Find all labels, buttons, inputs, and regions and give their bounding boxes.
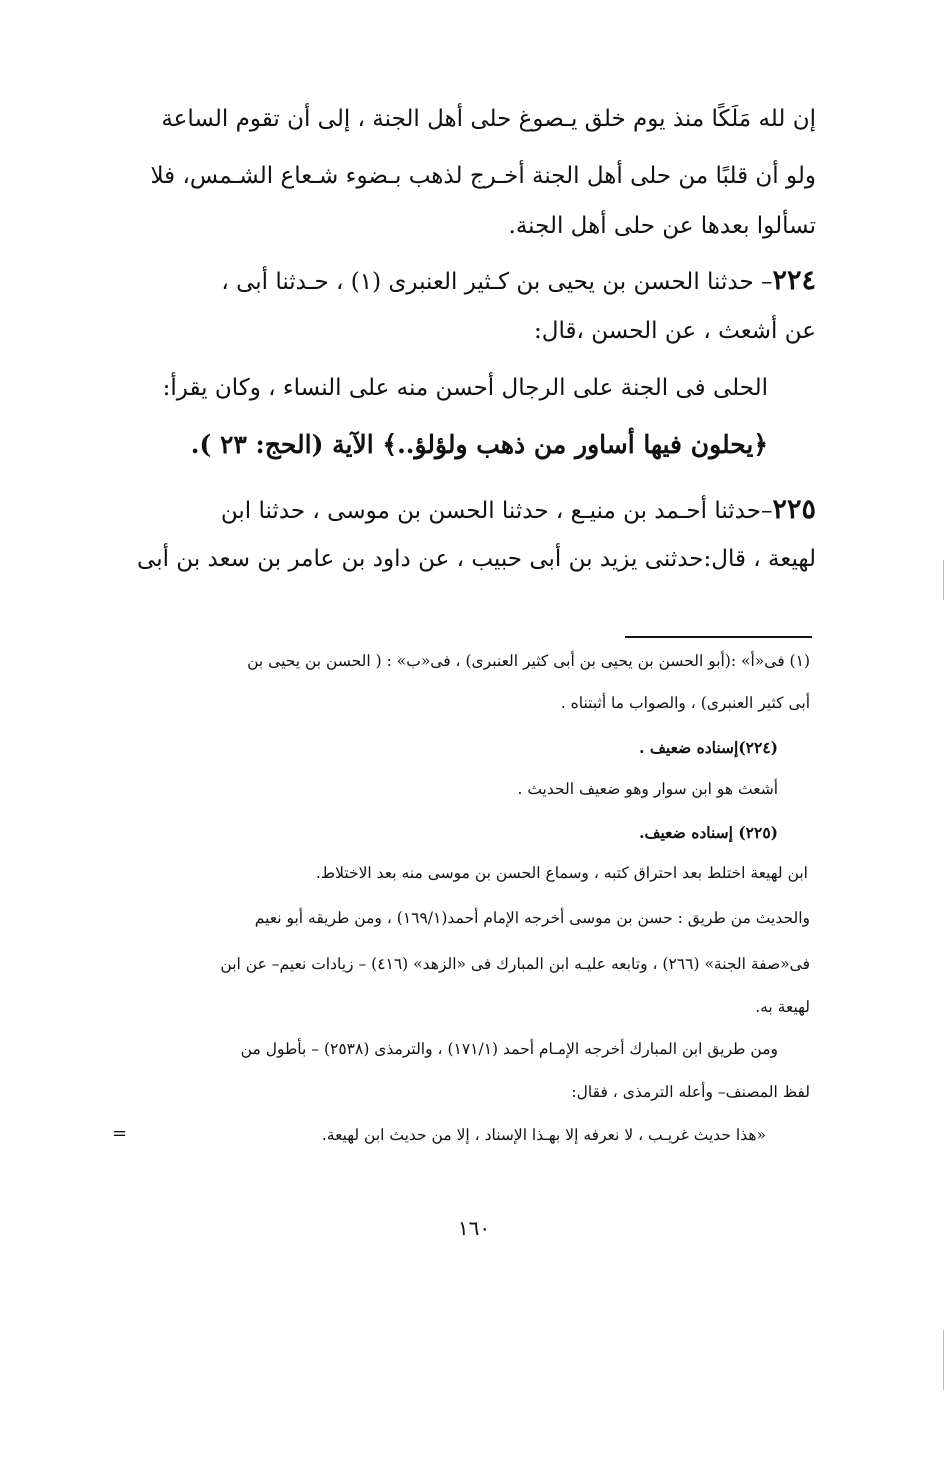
footnote-225-line-5: ومن طريق ابن المبارك أخرجه الإمـام أحمد (١٧١/١) ، والترمذى (٢٥٣٨) – بأطول من (240, 1040, 778, 1058)
hadith-224-line-3: الحلى فى الجنة على الرجال أحسن منه على النساء ، وكان يقرأ: (162, 375, 768, 401)
footnote-225-line-6: لفظ المصنف– وأعله الترمذى ، فقال: (571, 1083, 810, 1101)
hadith-224-number: ٢٢٤ (772, 265, 816, 296)
hadith-224-line-1 (221, 265, 816, 296)
page-number: ١٦٠ (457, 1216, 491, 1240)
hadith-225-line-1 (221, 494, 816, 525)
footnote-1-line-2: أبى كثير العنبرى) ، والصواب ما أثبتناه . (560, 694, 810, 712)
footnote-225-heading: (٢٢٥) إسناده ضعيف. (639, 823, 778, 842)
footnote-divider (625, 636, 812, 638)
main-text-line-2: ولو أن قلبًا من حلى أهل الجنة أخـرج لذهب بـضوء شـعاع الشـمس، فلا (150, 163, 816, 189)
scan-edge-mark-top (943, 560, 944, 600)
footnote-224-heading: (٢٢٤)إسناده ضعيف . (639, 738, 778, 757)
hadith-224-line-2: عن أشعث ، عن الحسن ،قال: (534, 318, 816, 344)
footnote-225-line-7: «هذا حديث غريـب ، لا نعرفه إلا بهـذا الإسناد ، إلا من حديث ابن لهيعة. (321, 1126, 766, 1144)
main-text-line-1: إن لله مَلَكًا منذ يوم خلق يـصوغ حلى أهل الجنة ، إلى أن تقوم الساعة (161, 106, 816, 132)
main-text-line-3: تسألوا بعدها عن حلى أهل الجنة. (508, 213, 816, 239)
footnote-225-line-1: ابن لهيعة اختلط بعد احتراق كتبه ، وسماع الحسن بن موسى منه بعد الاختلاط. (315, 864, 808, 882)
scan-edge-mark-bottom (943, 1330, 944, 1390)
quran-verse: ﴿يحلون فيها أساور من ذهب ولؤلؤ..﴾ الآية (الحج: ٢٣ ). (190, 430, 768, 459)
footnote-225-line-4: لهيعة به. (755, 998, 810, 1016)
footnote-1-line-1: (١) فى«أ» :(أبو الحسن بن يحيى بن أبى كثير العنبرى) ، فى«ب» : ( الحسن بن يحيى بن (247, 652, 810, 670)
footnote-225-line-3: فى«صفة الجنة» (٢٦٦) ، وتابعه عليـه ابن المبارك فى «الزهد» (٤١٦) – زيادات نعيم– عن ابن (220, 955, 810, 973)
continuation-mark: = (112, 1123, 128, 1144)
footnote-224-text: أشعث هو ابن سوار وهو ضعيف الحديث . (517, 780, 778, 798)
hadith-225-line-2: لهيعة ، قال:حدثنى يزيد بن أبى حبيب ، عن داود بن عامر بن سعد بن أبى (137, 546, 816, 572)
hadith-225-text: –حدثنا أحـمد بن منيـع ، حدثنا الحسن بن موسى ، حدثنا ابن (220, 498, 773, 524)
hadith-224-text: – حدثنا الحسن بن يحيى بن كـثير العنبرى (١) ، حـدثنا أبى ، (221, 269, 773, 295)
hadith-225-number: ٢٢٥ (772, 494, 816, 525)
footnote-225-line-2: والحديث من طريق : حسن بن موسى أخرجه الإمام أحمد(١٦٩/١) ، ومن طريقه أبو نعيم (254, 909, 810, 927)
